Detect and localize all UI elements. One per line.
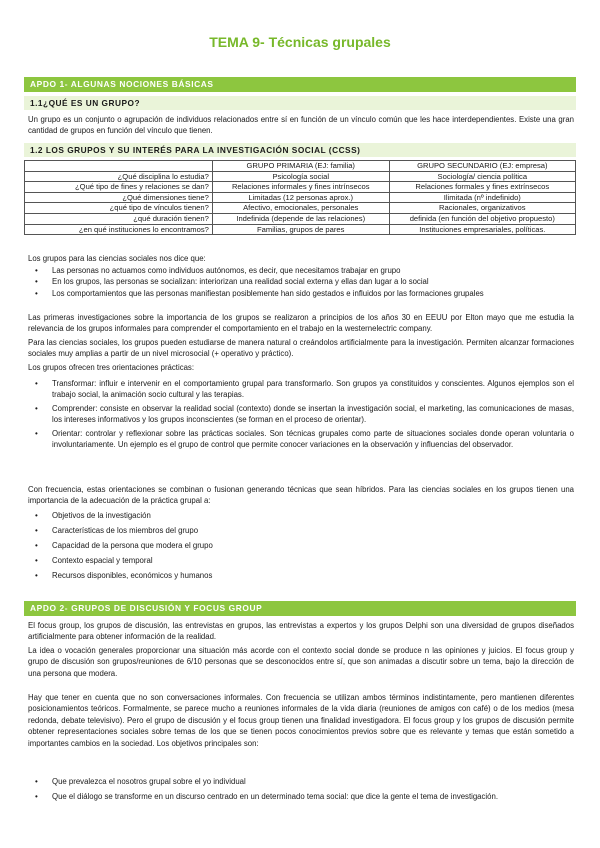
document-title: TEMA 9- Técnicas grupales xyxy=(209,34,391,50)
objectives-bullet-list xyxy=(28,776,574,802)
groups-comparison-table xyxy=(24,160,576,235)
list-item: • En los grupos, las personas se socializan: interiorizan una realidad social externa y ellas dan lugar a lo social xyxy=(28,276,574,287)
list-item: • Que prevalezca el nosotros grupal sobre el yo individual xyxy=(28,776,574,787)
table-cell: Afectivo, emocionales, personales xyxy=(212,203,389,214)
subsection-1-1-header: 1.1¿QUÉ ES UN GRUPO? xyxy=(24,96,576,110)
table-row xyxy=(25,182,576,193)
list-item: • Que el diálogo se transforme en un discurso centrado en un determinado tema social: que dice la gente el tema de investigación. xyxy=(28,791,574,802)
table-cell: ¿qué duración tienen? xyxy=(25,213,213,224)
table-cell: ¿Qué tipo de fines y relaciones se dan? xyxy=(25,182,213,193)
table-cell: ¿Qué disciplina lo estudia? xyxy=(25,171,213,182)
adequacy-bullet-list xyxy=(28,510,574,581)
table-row xyxy=(25,203,576,214)
section-1-1-paragraph: Un grupo es un conjunto o agrupación de individuos relacionados entre sí en función de un vínculo común que les hace interdependientes. Existe una gran cantidad de grupos en función del vínculo que tienen. xyxy=(28,115,574,136)
study-paragraph: Para las ciencias sociales, los grupos pueden estudiarse de manera natural o creándolos artificialmente para la investigación. Permiten alcanzar formaciones sociales muy amplias a partir de un nivel microsocial (+ operativo y práctico). xyxy=(28,338,574,359)
table-cell: Sociología/ ciencia política xyxy=(389,171,575,182)
groups-intro-paragraph: Los grupos para las ciencias sociales nos dice que: xyxy=(28,254,206,263)
table-cell: Relaciones formales y fines extrínsecos xyxy=(389,182,575,193)
combination-paragraph: Con frecuencia, estas orientaciones se combinan o fusionan generando técnicas que sean híbridos. Para las ciencias sociales en los grupos tienen una importancia de la adecuación de la práctica grupal a: xyxy=(28,485,574,506)
orientations-intro-paragraph: Los grupos ofrecen tres orientaciones prácticas: xyxy=(28,363,194,372)
table-cell: ¿en qué instituciones lo encontramos? xyxy=(25,224,213,235)
table-row xyxy=(25,171,576,182)
table-cell: Racionales, organizativos xyxy=(389,203,575,214)
table-header-cell: GRUPO SECUNDARIO (EJ: empresa) xyxy=(389,161,575,172)
section-2-header: APDO 2- GRUPOS DE DISCUSIÓN Y FOCUS GROUP xyxy=(24,601,576,616)
list-item: • Transformar: influir e intervenir en el comportamiento grupal para transformarlo. Son grupos ya constituidos y conscientes. Algunos ejemplos son el trabajo social, la animación socio cultural y las terapias. xyxy=(28,378,574,401)
list-item: • Objetivos de la investigación xyxy=(28,510,574,521)
list-item: • Los comportamientos que las personas manifiestan posiblemente han sido gestados e influidos por las formaciones grupales xyxy=(28,288,574,299)
list-item: • Contexto espacial y temporal xyxy=(28,555,574,566)
table-cell: Ilimitada (nº indefinido) xyxy=(389,192,575,203)
groups-bullet-list xyxy=(28,265,574,299)
list-item: • Características de los miembros del grupo xyxy=(28,525,574,536)
table-cell: definida (en función del objetivo propuesto) xyxy=(389,213,575,224)
vocation-paragraph: La idea o vocación generales proporcionar una situación más acorde con el contexto social donde se produce n las opiniones y juicios. El focus group y grupo de discusión son grupos/reuniones de 6/10 personas que se desconocidos entre sí, que son animadas a discutir sobre un tema, bajo la dirección de una persona que modera. xyxy=(28,646,574,678)
subsection-1-2-header: 1.2 LOS GRUPOS Y SU INTERÉS PARA LA INVESTIGACIÓN SOCIAL (CCSS) xyxy=(24,143,576,157)
history-paragraph: Las primeras investigaciones sobre la importancia de los grupos se realizaron a principios de los años 30 en EEUU por Elton mayo que me estudia la relevancia de los grupos informales para comprender el comportamiento en el trabajo en la westernelectric company. xyxy=(28,313,574,334)
table-row xyxy=(25,213,576,224)
table-row xyxy=(25,192,576,203)
table-cell: ¿Qué dimensiones tiene? xyxy=(25,192,213,203)
table-header-row xyxy=(25,161,576,172)
section-1-header: APDO 1- ALGUNAS NOCIONES BÁSICAS xyxy=(24,77,576,92)
table-cell: Limitadas (12 personas aprox.) xyxy=(212,192,389,203)
list-item: • Recursos disponibles, económicos y humanos xyxy=(28,570,574,581)
orientations-bullet-list xyxy=(28,378,574,450)
list-item: • Orientar: controlar y reflexionar sobre las prácticas sociales. Son técnicas grupales como parte de situaciones sociales donde operan voluntaria o involuntariamente. Un ejemplo es el grupo de control que permite conocer variaciones en la observación y influencias del observador. xyxy=(28,428,574,451)
conversations-paragraph: Hay que tener en cuenta que no son conversaciones informales. Con frecuencia se utilizan ambos términos indistintamente, pero mantienen diferentes posicionamientos teóricos. Formalmente, se parece mucho a reuniones informales de la vida diaria (reuniones de amigos con café) o de los medios (mesa redonda, debate televisivo). Pero el grupo de discusión y el focus group tienen una finalidad investigadora. El focus group y los grupos de discusión permite obtener representaciones sociales sobre temas de los que se tienen pocos conocimientos previos sobre que es relevante y temas que están sometido a importantes cambios en la sociedad. Los objetivos principales son: xyxy=(28,693,574,748)
table-cell: Psicología social xyxy=(212,171,389,182)
table-header-cell: GRUPO PRIMARIA (EJ: familia) xyxy=(212,161,389,172)
list-item: • Comprender: consiste en observar la realidad social (contexto) donde se insertan la investigación social, el marketing, las comunicaciones de masas, los intereses informativos y los grupos inconscientes (se forman en el proceso de orientar). xyxy=(28,403,574,426)
table-cell: Indefinida (depende de las relaciones) xyxy=(212,213,389,224)
table-cell: Familias, grupos de pares xyxy=(212,224,389,235)
list-item: • Capacidad de la persona que modera el grupo xyxy=(28,540,574,551)
table-header-cell xyxy=(25,161,213,172)
table-cell: ¿qué tipo de vínculos tienen? xyxy=(25,203,213,214)
table-row xyxy=(25,224,576,235)
list-item: • Las personas no actuamos como individuos autónomos, es decir, que necesitamos trabajar en grupo xyxy=(28,265,574,276)
focus-group-paragraph: El focus group, los grupos de discusión, las entrevistas en grupos, las entrevistas a expertos y los grupos Delphi son una diversidad de grupos diseñados artificialmente para obtener información de la realidad. xyxy=(28,621,574,642)
table-cell: Relaciones informales y fines intrínsecos xyxy=(212,182,389,193)
table-cell: Instituciones empresariales, políticas. xyxy=(389,224,575,235)
